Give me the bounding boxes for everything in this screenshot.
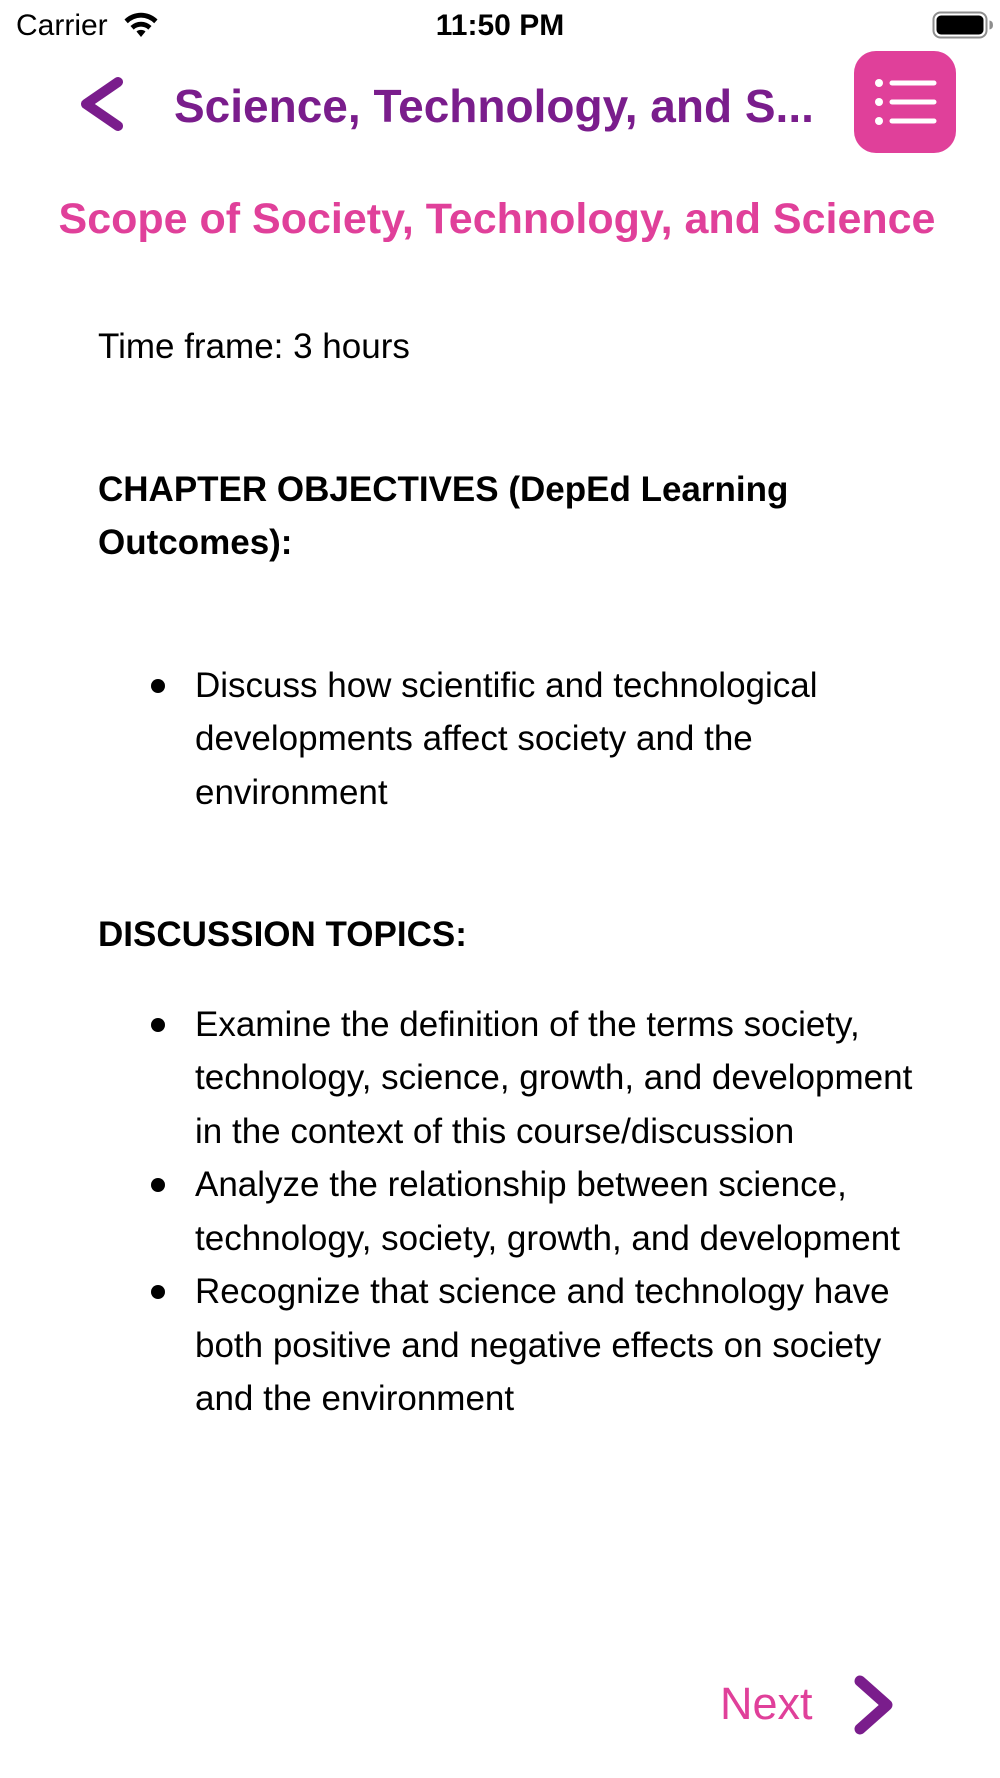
lesson-content (98, 320, 918, 1426)
topics-heading: DISCUSSION TOPICS: (98, 915, 467, 954)
list-item-text: Analyze the relationship between science, technology, society, growth, and development (195, 1165, 900, 1258)
page-title: Science, Technology, and S... (174, 80, 814, 132)
bullet-icon (151, 1285, 165, 1299)
list-item-text: Recognize that science and technology have both positive and negative effects on society and the environment (195, 1272, 890, 1418)
battery-full-icon (932, 11, 994, 39)
time-frame: Time frame: 3 hours (98, 327, 410, 366)
menu-button[interactable] (854, 51, 956, 153)
carrier-label: Carrier (16, 9, 108, 42)
objectives-heading: CHAPTER OBJECTIVES (DepEd Learning Outcomes): (98, 469, 789, 562)
bullet-icon (151, 1178, 165, 1192)
status-bar (0, 0, 1000, 52)
next-button[interactable] (720, 1670, 900, 1740)
bullet-icon (151, 1018, 165, 1032)
chevron-right-icon (844, 1670, 900, 1740)
list-menu-icon (854, 51, 956, 153)
clock-time: 11:50 PM (435, 9, 565, 42)
bullet-icon (151, 679, 165, 693)
objectives-list (98, 659, 918, 820)
back-button[interactable] (72, 70, 132, 140)
next-label: Next (720, 1678, 813, 1729)
list-item (98, 1158, 918, 1265)
topics-list (98, 998, 918, 1426)
list-item (98, 998, 918, 1159)
section-title: Scope of Society, Technology, and Science (58, 195, 936, 243)
list-item-text: Examine the definition of the terms society, technology, science, growth, and development in the context of this course/discussion (195, 1004, 913, 1151)
list-item-text: Discuss how scientific and technological developments affect society and the environment (195, 665, 818, 812)
list-item (98, 659, 918, 820)
list-item (98, 1265, 918, 1426)
chevron-left-icon (72, 70, 132, 140)
